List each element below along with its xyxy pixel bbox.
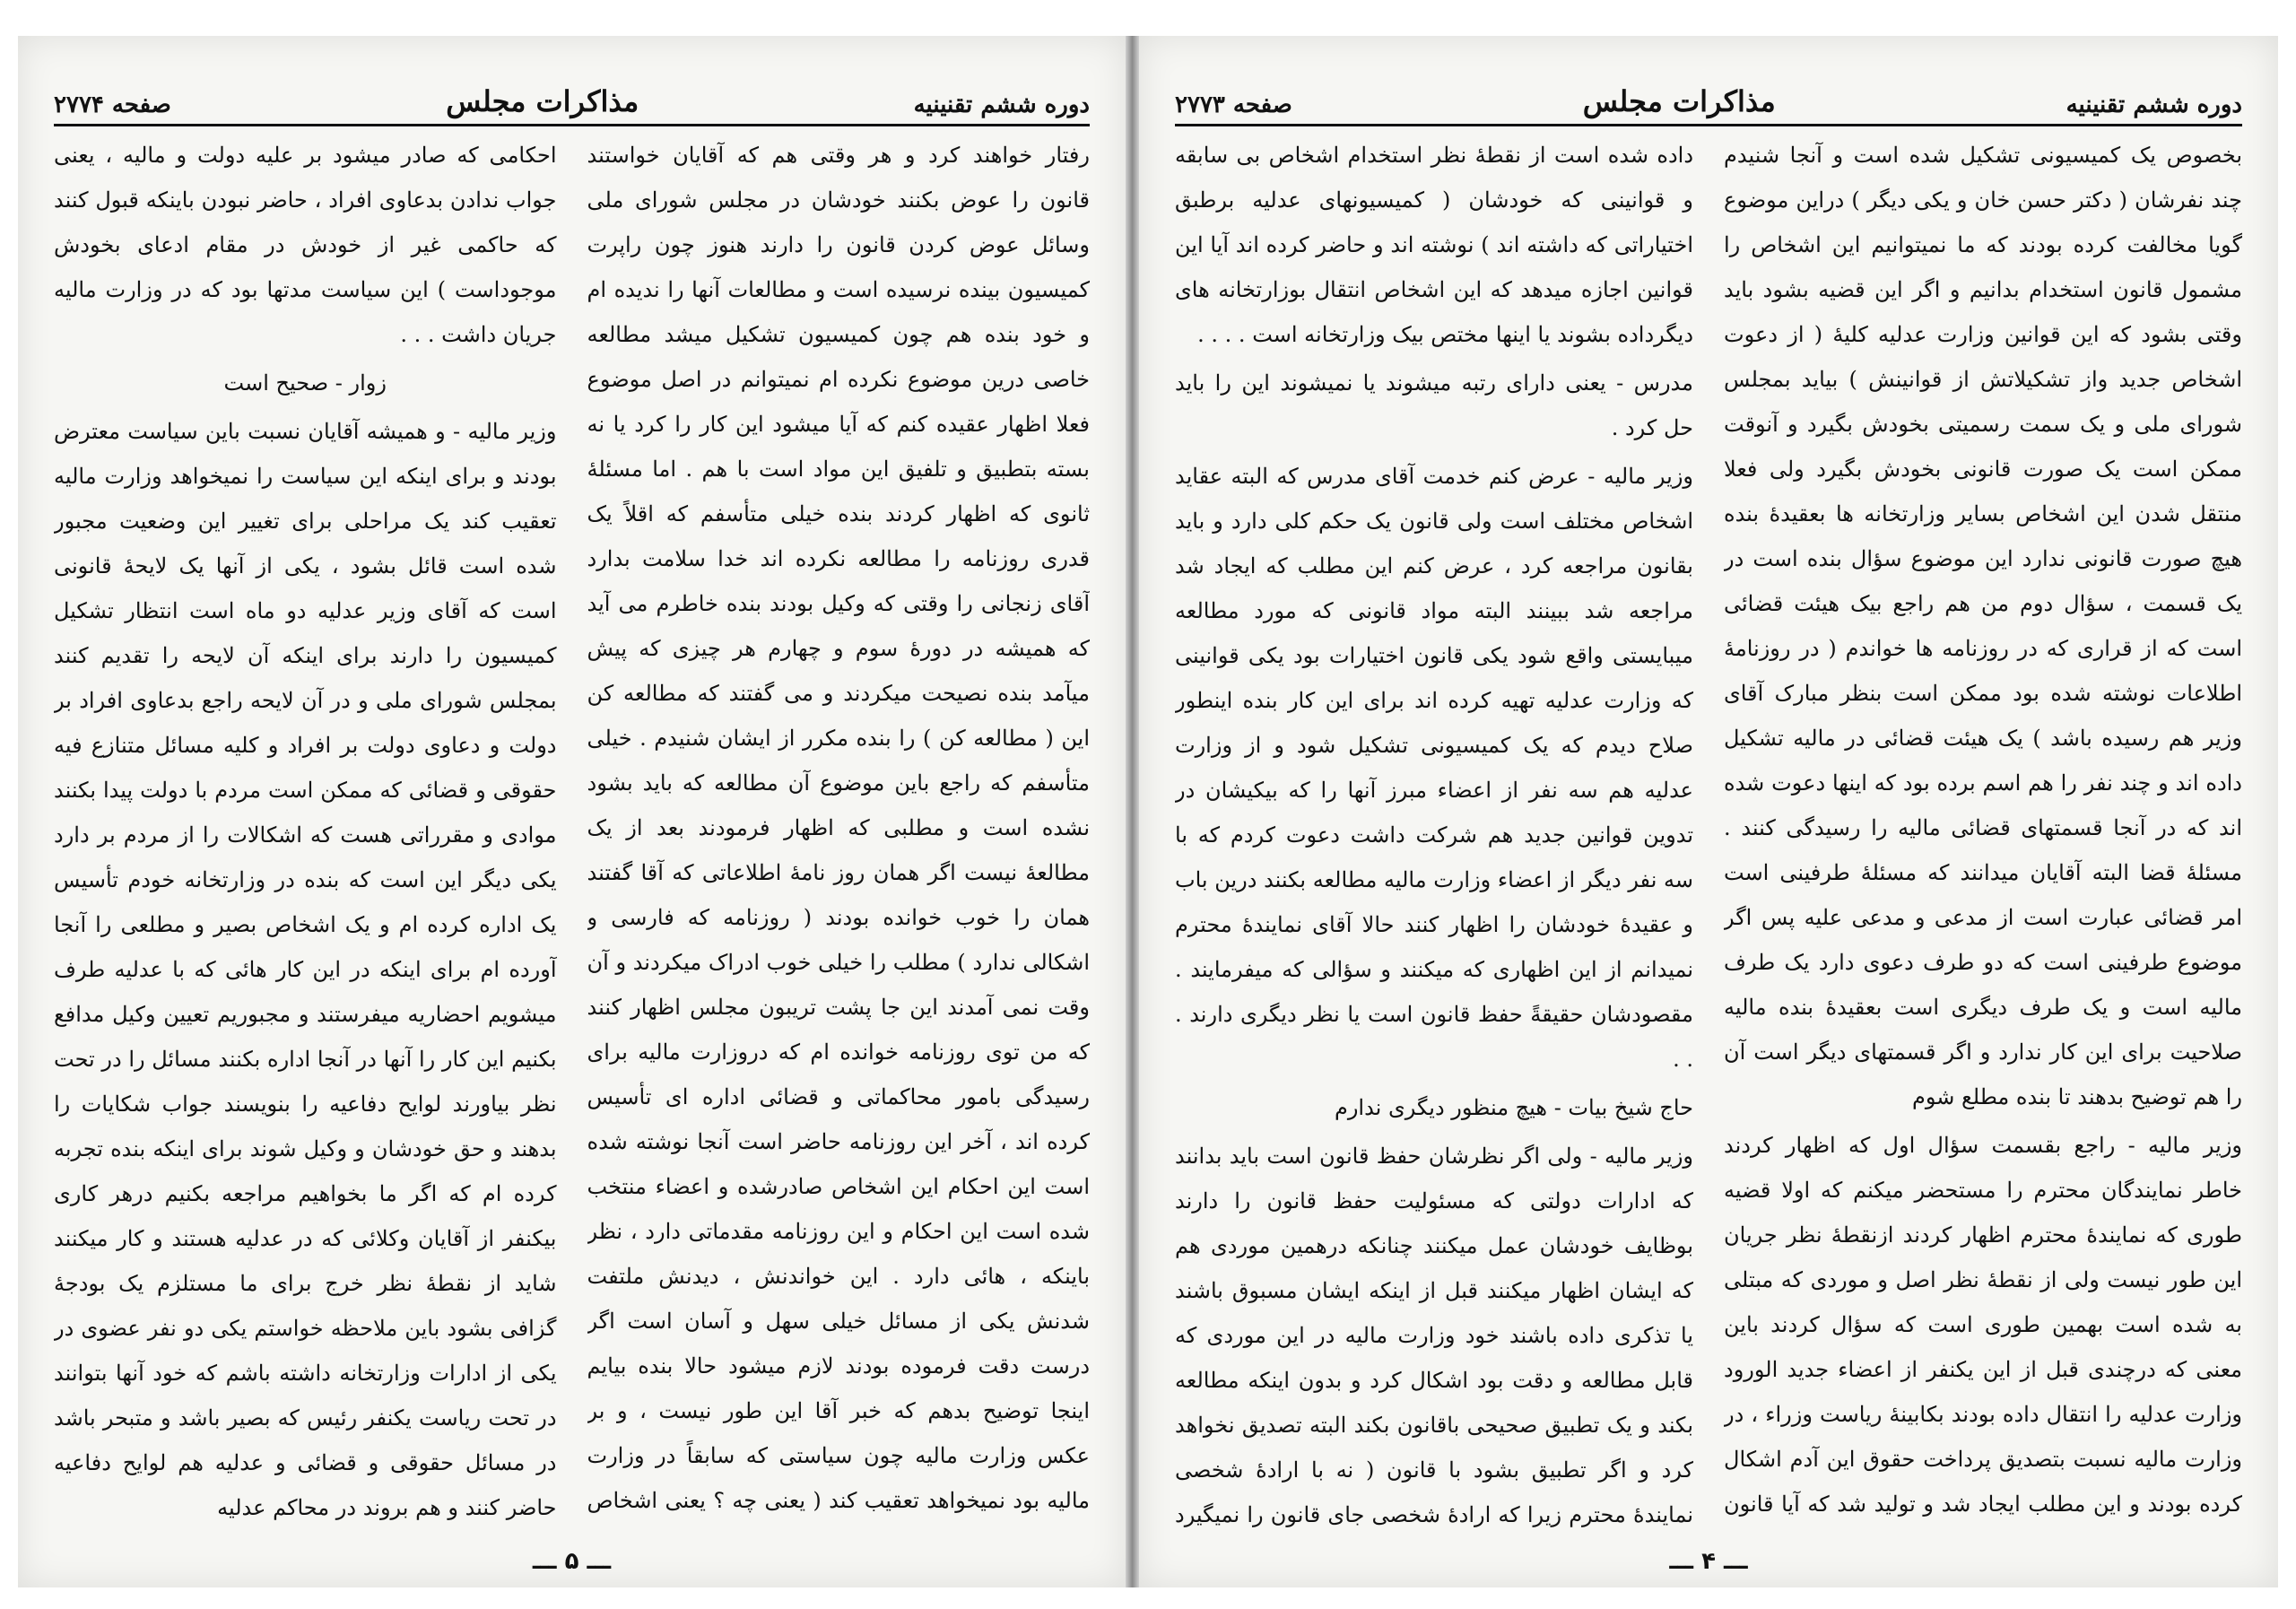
page-footer-number: ـــ ۴ ـــ [1669, 1548, 1748, 1575]
column-left [1175, 133, 1693, 1534]
paragraph: وزیر مالیه - راجع بقسمت سؤال اول که اظهار کردند خاطر نمایندگان محترم را مستحضر میکنم که اولا قضیه طوری که نمایندهٔ محترم اظهار کردند ازنقطهٔ نظر جریان این طور نیست ولی از نقطهٔ نظر اصل و موردی که مبتلی به شده است بهمین طوری است که سؤال کردند باین معنی که درچندی قبل از این یکنفر از اعضاء جدید الورود وزارت عدلیه را انتقال داده بودند بکابینهٔ ریاست وزراء ، در وزارت مالیه نسبت بتصدیق پرداخت حقوق این آدم اشکال کرده بودند و این مطلب ایجاد شد و تولید شد که آیا قانون [1724, 1133, 2242, 1517]
speaker-line: حاج شیخ بیات - هیچ منظور دیگری ندارم [1334, 1095, 1693, 1120]
paragraph: داده شده است از نقطهٔ نظر استخدام اشخاص بی سابقه و قوانینی که خودشان ( کمیسیونهای عدلیه برطبق اختیاراتی که داشته اند ) نوشته اند و حاضر کرده اند آیا این قوانین اجازه میدهد که این اشخاص انتقال بوزارتخانه های دیگرداده بشوند یا اینها مختص بیک وزارتخانه است . . . . [1175, 143, 1693, 347]
left-page-columns [54, 133, 1090, 1534]
column-right [587, 133, 1091, 1534]
paragraph: مدرس - یعنی دارای رتبه میشوند یا نمیشوند این را باید حل کرد . [1175, 370, 1693, 440]
right-page-header [1175, 61, 2242, 126]
right-page [1139, 36, 2278, 1587]
book-gutter [1126, 36, 1139, 1587]
header-series: دوره ششم تقنینیه [913, 91, 1090, 118]
speaker-line: زوار - صحیح است [223, 370, 387, 396]
page-footer-number: ـــ ۵ ـــ [532, 1548, 612, 1575]
header-page-number: صفحه ۲۷۷۳ [1175, 91, 1292, 118]
header-series: دوره ششم تقنینیه [2066, 91, 2242, 118]
paragraph: رفتار خواهند کرد و هر وقتی هم که آقایان خواستند قانون را عوض بکنند خودشان در مجلس شورای ملی وسائل عوض کردن قانون را دارند هنوز چون راپرت کمیسیون بینده نرسیده است و مطالعات آنها را ندیده ام و خود بنده هم چون کمیسیون تشکیل میشد مطالعه خاصی درین موضوع نکرده ام نمیتوانم در اصل موضوع فعلا اظهار عقیده کنم که آیا میشود این کار را کرد یا نه بسته بتطبیق و تلفیق این مواد است با هم . اما مسئلهٔ ثانوی که اظهار کردند بنده خیلی متأسفم که اقلاً یک قدری روزنامه را مطالعه نکرده اند خدا سلامت بدارد آقای زنجانی را وقتی که وکیل بودند بنده خاطرم می آید که همیشه در دورهٔ سوم و چهارم هر چیزی که پیش میآمد بنده نصیحت میکردند و می گفتند که مطالعه کن این ( مطالعه کن ) را بنده مکرر از ایشان شنیدم . خیلی متأسفم که راجع باین موضوع آن مطالعه که باید بشود نشده است و مطلبی که اظهار فرمودند بعد از یک مطالعهٔ نیست اگر همان روز نامهٔ اطلاعاتی که آقا گفتند همان را خوب خوانده بودند ( روزنامه که فارسی و اشکالی ندارد ) مطلب را خیلی خوب ادراک میکردند و آن وقت نمی آمدند این جا پشت تریبون مجلس اظهار کنند که من توی روزنامه خوانده ام که دروزارت مالیه برای رسیدگی بامور محاکماتی و قضائی اداره ای تأسیس کرده اند ، آخر این روزنامه حاضر است آنجا نوشته شده است این احکام این اشخاص صادرشده و اعضاء منتخب شده است این احکام و این روزنامه مقدماتی دارد ، نظر باینکه ، هائی دارد . این خواندنش ، دیدنش ملتفت شدنش یکی از مسائل خیلی سهل و آسان است اگر درست دقت فرموده بودند لازم میشود حالا بنده بیایم اینجا توضیح بدهم که خبر آقا این طور نیست ، و بر عکس وزارت مالیه چون سیاستی که سابقاً در وزارت مالیه بود نمیخواهد تعقیب کند ( یعنی چه ؟ یعنی اشخاص [587, 143, 1090, 1513]
header-page-number: صفحه ۲۷۷۴ [54, 91, 171, 118]
paragraph: وزیر مالیه - و همیشه آقایان نسبت باین سیاست معترض بودند و برای اینکه این سیاست را نمیخواهد وزارت مالیه تعقیب کند یک مراحلی برای تغییر این وضعیت مجبور شده است قائل بشود ، یکی از آنها یک لایحهٔ قانونی است که آقای وزیر عدلیه دو ماه است انتظار تشکیل کمیسیون را دارند برای اینکه آن لایحه را تقدیم کنند بمجلس شورای ملی و در آن لایحه راجع بدعاوی افراد بر دولت و دعاوی دولت بر افراد و کلیه مسائل متنازع فیه حقوقی و قضائی که ممکن است مردم با دولت پیدا بکنند موادی و مقرراتی هست که اشکالات را از مردم بر دارد یکی دیگر این است که بنده در وزارتخانه خودم تأسیس یک اداره کرده ام و یک اشخاص بصیر و مطلعی را آنجا آورده ام برای اینکه در این کار هائی که با عدلیه طرف میشویم احضاریه میفرستند و مجبوریم تعیین وکیل مدافع بکنیم این کار را آنها در آنجا اداره بکنند مسائل را در تحت نظر بیاورند لوایح دفاعیه را بنویسند جواب شکایات را بدهند و حق خودشان و وکیل شوند برای اینکه بنده تجربه کرده ام که اگر ما بخواهیم مراجعه بکنیم درهر کاری بیکنفر از آقایان وکلائی که در عدلیه هستند و کار میکنند شاید از نقطهٔ نظر خرج برای ما مستلزم یک بودجهٔ گزافی بشود باین ملاحظه خواستم یکی دو نفر عضوی در یکی از ادارات وزارتخانه داشته باشم که خود آنها بتوانند در تحت ریاست یکنفر رئیس که بصیر باشد و متبحر باشد در مسائل حقوقی و قضائی و عدلیه هم لوایح دفاعیه حاضر کنند و هم بروند در محاکم عدلیه [54, 419, 557, 1520]
column-right [1724, 133, 2242, 1534]
left-page [18, 36, 1126, 1587]
header-title: مذاکرات مجلس [446, 84, 639, 118]
paragraph: وزیر مالیه - عرض کنم خدمت آقای مدرس که البته عقاید اشخاص مختلف است ولی قانون یک حکم کلی دارد و باید بقانون مراجعه کرد ، عرض کنم این مطلب که ایجاد شد مراجعه شد ببینند البته مواد قانونی که مورد مطالعه میبایستی واقع شود یکی قانون اختیارات بود یکی قوانینی که وزارت عدلیه تهیه کرده اند برای این کار بنده اینطور صلاح دیدم که یک کمیسیونی تشکیل شود و از وزارت عدلیه هم سه نفر از اعضاء مبرز آنها را که بیکیشان در تدوین قوانین جدید هم شرکت داشت دعوت کردم که با سه نفر دیگر از اعضاء وزارت مالیه مطالعه بکنند درین باب و عقیدهٔ خودشان را اظهار کنند حالا آقای نمایندهٔ محترم نمیدانم از این اظهاری که میکنند و سؤالی که میفرمایند . مقصودشان حقیقةً حفظ قانون است یا نظر دیگری دارند . . . [1175, 464, 1693, 1072]
column-left [54, 133, 557, 1534]
right-page-columns [1175, 133, 2242, 1534]
header-title: مذاکرات مجلس [1582, 84, 1776, 118]
left-page-header [54, 61, 1090, 126]
paragraph: بخصوص یک کمیسیونی تشکیل شده است و آنجا شنیدم چند نفرشان ( دکتر حسن خان و یکی دیگر ) دراین موضوع گویا مخالفت کرده بودند که ما نمیتوانیم این اشخاص را مشمول قانون استخدام بدانیم و اگر این قضیه بشود باید وقتی بشود که این قوانین وزارت عدلیه کلیهٔ ( از دعوت اشخاص جدید واز تشکیلاتش از قوانینش ) بیاید بمجلس شورای ملی و یک سمت رسمیتی بخودش بگیرد و آنوقت ممکن است یک صورت قانونی بخودش بگیرد ولی فعلا منتقل شدن این اشخاص بسایر وزارتخانه ها بعقیدهٔ بنده هیچ صورت قانونی ندارد این موضوع سؤال بنده است در یک قسمت ، سؤال دوم من هم راجع بیک هیئت قضائی است که از قراری که در روزنامه ها خواندم ( در روزنامهٔ اطلاعات نوشته شده بود ممکن است بنظر مبارک آقای وزیر هم رسیده باشد ) یک هیئت قضائی در مالیه تشکیل داده اند و چند نفر را هم اسم برده بود که اینها دعوت شده اند که در آنجا قسمتهای قضائی مالیه را رسیدگی کنند . مسئلهٔ قضا البته آقایان میدانند که مسئلهٔ طرفینی است امر قضائی عبارت است از مدعی و مدعی علیه پس اگر موضوع طرفینی است که دو طرف دعوی دارد یک طرف مالیه است و یک طرف دیگری است بعقیدهٔ بنده مالیه صلاحیت برای این کار ندارد و اگر قسمتهای دیگر است آن را هم توضیح بدهند تا بنده مطلع شوم [1724, 143, 2242, 1109]
paragraph: وزیر مالیه - ولی اگر نظرشان حفظ قانون است باید بدانند که ادارات دولتی که مسئولیت حفظ قانون را دارند بوظایف خودشان عمل میکنند چنانکه درهمین موردی هم که ایشان اظهار میکنند قبل از اینکه ایشان مسبوق باشند یا تذکری داده باشند خود وزارت مالیه در این موردی که قابل مطالعه و دقت بود اشکال کرد و بدون اینکه مطالعه بکند و یک تطبیق صحیحی باقانون بکند البته تصدیق نخواهد کرد و اگر تطبیق بشود با قانون ( نه با ارادهٔ شخصی نمایندهٔ محترم زیرا که ارادهٔ شخصی جای قانون را نمیگیرد [1175, 1144, 1693, 1527]
paragraph: احکامی که صادر میشود بر علیه دولت و مالیه ، یعنی جواب ندادن بدعاوی افراد ، حاضر نبودن باینکه قبول کنند که حاکمی غیر از خودش در مقام ادعای بخودش موجوداست ) این سیاست مدتها بود که در وزارت مالیه جریان داشت . . . [54, 143, 557, 347]
